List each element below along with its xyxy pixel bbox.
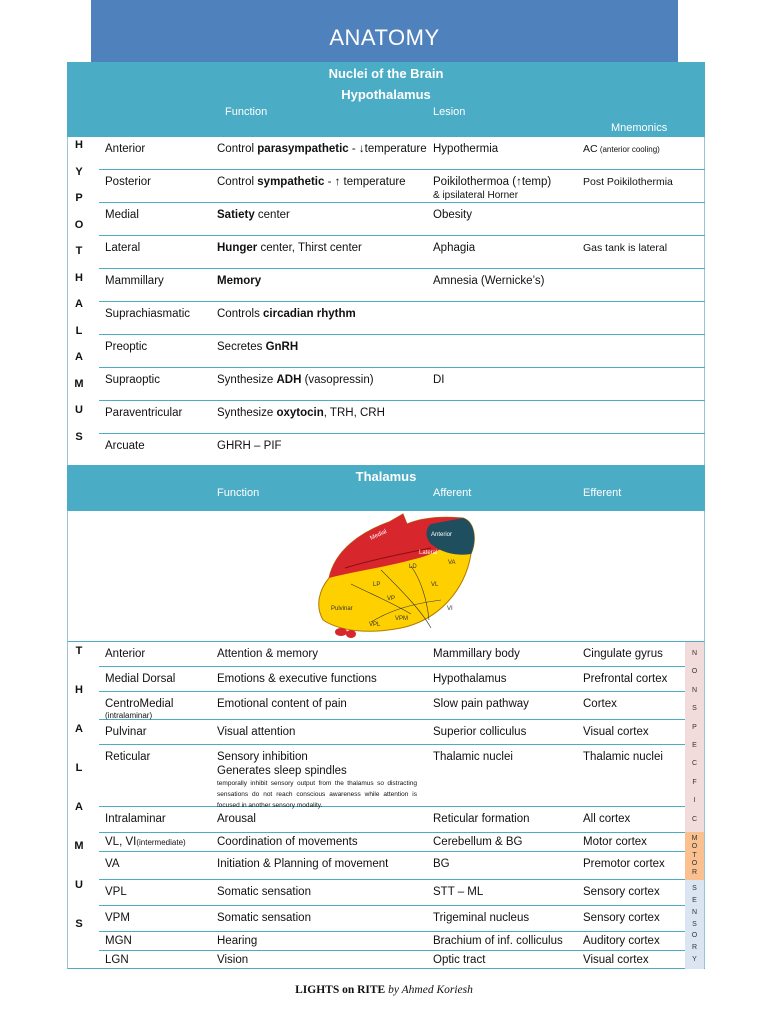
col-function: Function xyxy=(225,106,268,118)
function-text: Synthesize xyxy=(217,374,277,386)
nucleus-name: Paraventricular xyxy=(105,407,183,419)
thalamic-afferent: Thalamic nuclei xyxy=(433,751,513,763)
footer-title: LIGHTS on RITE xyxy=(295,984,386,996)
side-letter: Y xyxy=(692,956,697,964)
diagram-label-vpl: VPL xyxy=(369,622,381,628)
col-mnemonics: Mnemonics xyxy=(611,122,668,134)
function-bold: circadian rhythm xyxy=(263,308,356,320)
side-letter: C xyxy=(691,760,698,768)
thalamus-row xyxy=(99,833,685,852)
vertical-letter: A xyxy=(75,801,83,813)
nucleus-name: Lateral xyxy=(105,242,141,254)
hypothalamus-row xyxy=(99,269,705,302)
nucleus-function xyxy=(217,143,429,155)
col-afferent: Afferent xyxy=(433,487,472,499)
thalamic-function: Coordination of movements xyxy=(217,836,358,848)
vertical-letter: P xyxy=(75,192,83,204)
hypothalamus-row xyxy=(99,236,705,269)
nucleus-label: VPM xyxy=(105,912,130,924)
side-letter: I xyxy=(693,797,696,805)
hypothalamus-row xyxy=(99,170,705,203)
vertical-letter: M xyxy=(74,377,84,390)
thalamic-nucleus-name xyxy=(105,673,175,685)
function-text-end: center xyxy=(254,209,290,221)
col-efferent: Efferent xyxy=(583,487,622,499)
thalamic-efferent: Cingulate gyrus xyxy=(583,648,663,660)
thalamic-nucleus-name xyxy=(105,858,120,870)
thalamic-function: Attention & memory xyxy=(217,648,318,660)
nucleus-label: Medial Dorsal xyxy=(105,673,176,685)
function-text: Controls xyxy=(217,308,264,320)
nucleus-lesion: Obesity xyxy=(433,209,472,221)
side-letter: N xyxy=(691,650,698,657)
vertical-letter: L xyxy=(75,324,83,337)
vertical-letter: U xyxy=(75,404,83,416)
vertical-letter: O xyxy=(74,218,84,231)
side-group xyxy=(685,832,704,880)
function-bold: Hunger xyxy=(217,242,258,254)
thalamic-nucleus-name xyxy=(105,726,147,738)
nucleus-name: Preoptic xyxy=(105,341,148,353)
nucleus-lesion: Amnesia (Wernicke’s) xyxy=(433,275,545,287)
side-group xyxy=(685,642,704,832)
thalamus-diagram xyxy=(311,510,477,642)
vertical-letter: H xyxy=(75,139,83,151)
thalamic-efferent: Visual cortex xyxy=(583,726,649,738)
thalamic-nucleus-name xyxy=(105,935,132,947)
vertical-letter: L xyxy=(75,762,83,774)
function-text-end: - ↑ temperature xyxy=(324,176,406,188)
vertical-letter: S xyxy=(75,918,83,930)
side-letter: P xyxy=(692,723,697,731)
vertical-letter: A xyxy=(75,351,83,363)
nucleus-name: Suprachiasmatic xyxy=(105,308,191,320)
function-bold: Memory xyxy=(217,275,262,287)
function-bold: Satiety xyxy=(217,209,255,221)
side-letter: N xyxy=(691,686,698,694)
side-letter: M xyxy=(691,835,698,842)
hypothalamus-title: Hypothalamus xyxy=(341,87,431,102)
nucleus-lesion: DI xyxy=(433,374,445,386)
vertical-letter: U xyxy=(75,879,83,891)
nucleus-label: VPL xyxy=(105,886,127,898)
thalamic-function: Sensory inhibition xyxy=(217,751,308,763)
hypothalamus-row xyxy=(99,137,705,170)
diagram-label-pulvinar: Pulvinar xyxy=(331,606,353,612)
nucleus-name: Anterior xyxy=(105,143,146,155)
diagram-label-medial: Medial xyxy=(369,528,388,542)
thalamus-row xyxy=(99,642,685,667)
thalamic-efferent: Thalamic nuclei xyxy=(583,751,663,763)
diagram-label-vl: VL xyxy=(431,582,439,588)
thalamus-row xyxy=(99,951,685,969)
thalamic-function-extra: Generates sleep spindles xyxy=(217,765,347,777)
hypothalamus-header xyxy=(67,62,705,137)
side-letter: N xyxy=(691,908,698,916)
function-text: Secretes xyxy=(217,341,266,353)
thalamus-header xyxy=(67,465,705,511)
thalamic-afferent: Slow pain pathway xyxy=(433,698,529,710)
thalamus-row xyxy=(99,745,685,807)
diagram-label-anterior: Anterior xyxy=(431,532,453,538)
mnemonic-text: Gas tank is lateral xyxy=(583,242,668,254)
thalamic-function: Emotional content of pain xyxy=(217,698,347,710)
function-text-end: center, Thirst center xyxy=(257,242,362,254)
vertical-letter: H xyxy=(75,271,83,284)
function-text: Synthesize xyxy=(217,407,277,419)
nucleus-label: VL, VI xyxy=(105,836,137,848)
thalamus-row xyxy=(99,932,685,951)
nucleus-function xyxy=(217,407,429,419)
thalamic-afferent: BG xyxy=(433,858,450,870)
thalamic-function: Arousal xyxy=(217,813,256,825)
vertical-letter: Y xyxy=(75,165,83,178)
nucleus-lesion: Hypothermia xyxy=(433,143,499,155)
thalamus-row xyxy=(99,807,685,833)
mnemonic-text: AC xyxy=(583,143,598,155)
mnemonic-text: Post Poikilothermia xyxy=(583,176,673,188)
thalamic-nucleus-name xyxy=(105,698,173,710)
thalamic-efferent: Auditory cortex xyxy=(583,935,660,947)
hypothalamus-row xyxy=(99,335,705,368)
diagram-label-vpm: VPM xyxy=(395,616,409,622)
nucleus-mnemonic xyxy=(583,143,660,155)
nucleus-function xyxy=(217,374,429,386)
side-letter: E xyxy=(692,896,697,904)
thalamus-row xyxy=(99,692,685,720)
nucleus-mnemonic xyxy=(583,242,667,254)
nucleus-lesion: Poikilothermoa (↑temp) xyxy=(433,176,552,188)
nucleus-label-note: (intermediate) xyxy=(136,838,186,847)
function-text-end: - ↓temperature xyxy=(348,143,427,155)
nucleus-function xyxy=(217,341,429,353)
vertical-letter: S xyxy=(75,430,83,443)
side-letter: R xyxy=(691,868,698,876)
nucleus-name: Medial xyxy=(105,209,139,221)
nucleus-name: Arcuate xyxy=(105,440,145,452)
function-bold: sympathetic xyxy=(257,176,325,188)
thalamic-nucleus-name xyxy=(105,751,150,763)
hypothalamus-row xyxy=(99,203,705,236)
thalamic-nucleus-name xyxy=(105,912,130,924)
thalamic-efferent: Premotor cortex xyxy=(583,858,665,870)
vertical-letter: H xyxy=(75,684,83,696)
nucleus-function xyxy=(217,209,429,221)
side-letter: S xyxy=(692,920,697,928)
thalamic-efferent: Sensory cortex xyxy=(583,886,660,898)
thalamic-afferent: Reticular formation xyxy=(433,813,530,825)
side-letter: S xyxy=(692,705,697,713)
diagram-label-vi: VI xyxy=(447,606,453,612)
mnemonic-note: (anterior cooling) xyxy=(597,145,660,154)
thalamus-row xyxy=(99,667,685,692)
nucleus-function xyxy=(217,275,429,287)
side-letter: S xyxy=(692,885,697,892)
thalamic-function: Somatic sensation xyxy=(217,912,311,924)
thalamic-nucleus-name xyxy=(105,886,127,898)
nucleus-lesion-detail: & ipsilateral Horner xyxy=(433,190,519,201)
nucleus-function xyxy=(217,308,429,320)
vertical-letter: M xyxy=(74,840,84,852)
side-letter: O xyxy=(691,843,698,851)
thalamus-row xyxy=(99,880,685,906)
section-title: Nuclei of the Brain xyxy=(328,66,444,81)
thalamic-function: Visual attention xyxy=(217,726,296,738)
thalamic-function: Hearing xyxy=(217,935,258,947)
thalamic-afferent: STT – ML xyxy=(433,886,484,898)
nucleus-label: VA xyxy=(105,858,120,870)
thalamus-row xyxy=(99,852,685,880)
thalamic-nucleus-name xyxy=(105,954,129,966)
thalamic-efferent: Visual cortex xyxy=(583,954,649,966)
col-thal-function: Function xyxy=(217,487,260,499)
side-letter: O xyxy=(691,668,698,676)
nucleus-mnemonic xyxy=(583,176,673,188)
thalamic-efferent: All cortex xyxy=(583,813,631,825)
diagram-label-lp: LP xyxy=(373,582,381,588)
nucleus-function xyxy=(217,440,429,452)
thalamic-efferent: Sensory cortex xyxy=(583,912,660,924)
nucleus-function xyxy=(217,176,429,188)
function-text: Control xyxy=(217,143,258,155)
diagram-label-vp: VP xyxy=(387,596,396,602)
hypothalamus-row xyxy=(99,434,705,465)
thalamic-afferent: Superior colliculus xyxy=(433,726,527,738)
vertical-letter: A xyxy=(75,298,83,310)
thalamic-function: Initiation & Planning of movement xyxy=(217,858,389,870)
thalamic-afferent: Trigeminal nucleus xyxy=(433,912,530,924)
function-text-end: , TRH, CRH xyxy=(323,407,385,419)
diagram-label-ld: LD xyxy=(409,564,417,570)
nucleus-label-note: (intralaminar) xyxy=(105,711,153,720)
nucleus-name: Supraoptic xyxy=(105,374,160,386)
nucleus-label: CentroMedial xyxy=(105,698,174,710)
function-bold: oxytocin xyxy=(276,407,324,419)
nucleus-label: Anterior xyxy=(105,648,146,660)
thalamic-nucleus-name xyxy=(105,813,166,825)
side-letter: R xyxy=(691,944,698,952)
nucleus-function xyxy=(217,242,429,254)
function-bold: ADH xyxy=(276,374,302,386)
thalamic-nucleus-name xyxy=(105,836,186,848)
side-letter: C xyxy=(691,815,698,823)
nucleus-label: Reticular xyxy=(105,751,151,763)
vertical-letter: A xyxy=(75,723,83,735)
nucleus-label: Pulvinar xyxy=(105,726,147,738)
nucleus-label: LGN xyxy=(105,954,129,966)
side-group xyxy=(685,880,704,969)
thalamus-title: Thalamus xyxy=(355,469,417,484)
banner-title: ANATOMY xyxy=(91,0,678,62)
col-lesion: Lesion xyxy=(433,106,466,118)
function-bold: parasympathetic xyxy=(257,143,349,155)
diagram-label-va: VA xyxy=(448,560,456,566)
thalamic-afferent: Optic tract xyxy=(433,954,486,966)
thalamic-afferent: Hypothalamus xyxy=(433,673,507,685)
nucleus-name: Posterior xyxy=(105,176,152,188)
side-letter: E xyxy=(692,742,697,750)
function-text: GHRH – PIF xyxy=(217,440,282,452)
thalamic-afferent: Mammillary body xyxy=(433,648,520,660)
vertical-letter: T xyxy=(75,645,83,657)
thalamic-function: Somatic sensation xyxy=(217,886,311,898)
thalamus-row xyxy=(99,720,685,745)
nucleus-name: Mammillary xyxy=(105,275,164,287)
function-text: Control xyxy=(217,176,258,188)
side-letter: T xyxy=(692,851,697,859)
hypothalamus-row xyxy=(99,302,705,335)
hypothalamus-row xyxy=(99,368,705,401)
thalamus-row xyxy=(99,906,685,932)
thalamic-nucleus-name xyxy=(105,648,145,660)
vertical-letter: T xyxy=(75,245,83,257)
thalamic-function-note: temporally inhibit sensory output from the thalamus so distracting sensations do not reach conscious awareness while attention is focused in another sensory modality. xyxy=(217,780,417,809)
footer-author: by Ahmed Koriesh xyxy=(388,984,473,996)
thalamic-function: Emotions & executive functions xyxy=(217,673,377,685)
thalamic-efferent: Prefrontal cortex xyxy=(583,673,668,685)
diagram-label-lateral: Lateral xyxy=(419,550,438,556)
thalamic-efferent: Motor cortex xyxy=(583,836,647,848)
function-bold: GnRH xyxy=(265,341,299,353)
side-letter: F xyxy=(692,778,697,786)
thalamic-function: Vision xyxy=(217,954,249,966)
nucleus-lesion: Aphagia xyxy=(433,242,476,254)
thalamic-afferent: Brachium of inf. colliculus xyxy=(433,935,563,947)
side-letter: O xyxy=(691,932,698,940)
function-text-end: (vasopressin) xyxy=(301,374,374,386)
thalamic-efferent: Cortex xyxy=(583,698,617,710)
thalamic-afferent: Cerebellum & BG xyxy=(433,836,523,848)
nucleus-label: Intralaminar xyxy=(105,813,166,825)
side-letter: O xyxy=(691,860,698,868)
nucleus-label: MGN xyxy=(105,935,132,947)
footer xyxy=(0,984,768,996)
hypothalamus-row xyxy=(99,401,705,434)
